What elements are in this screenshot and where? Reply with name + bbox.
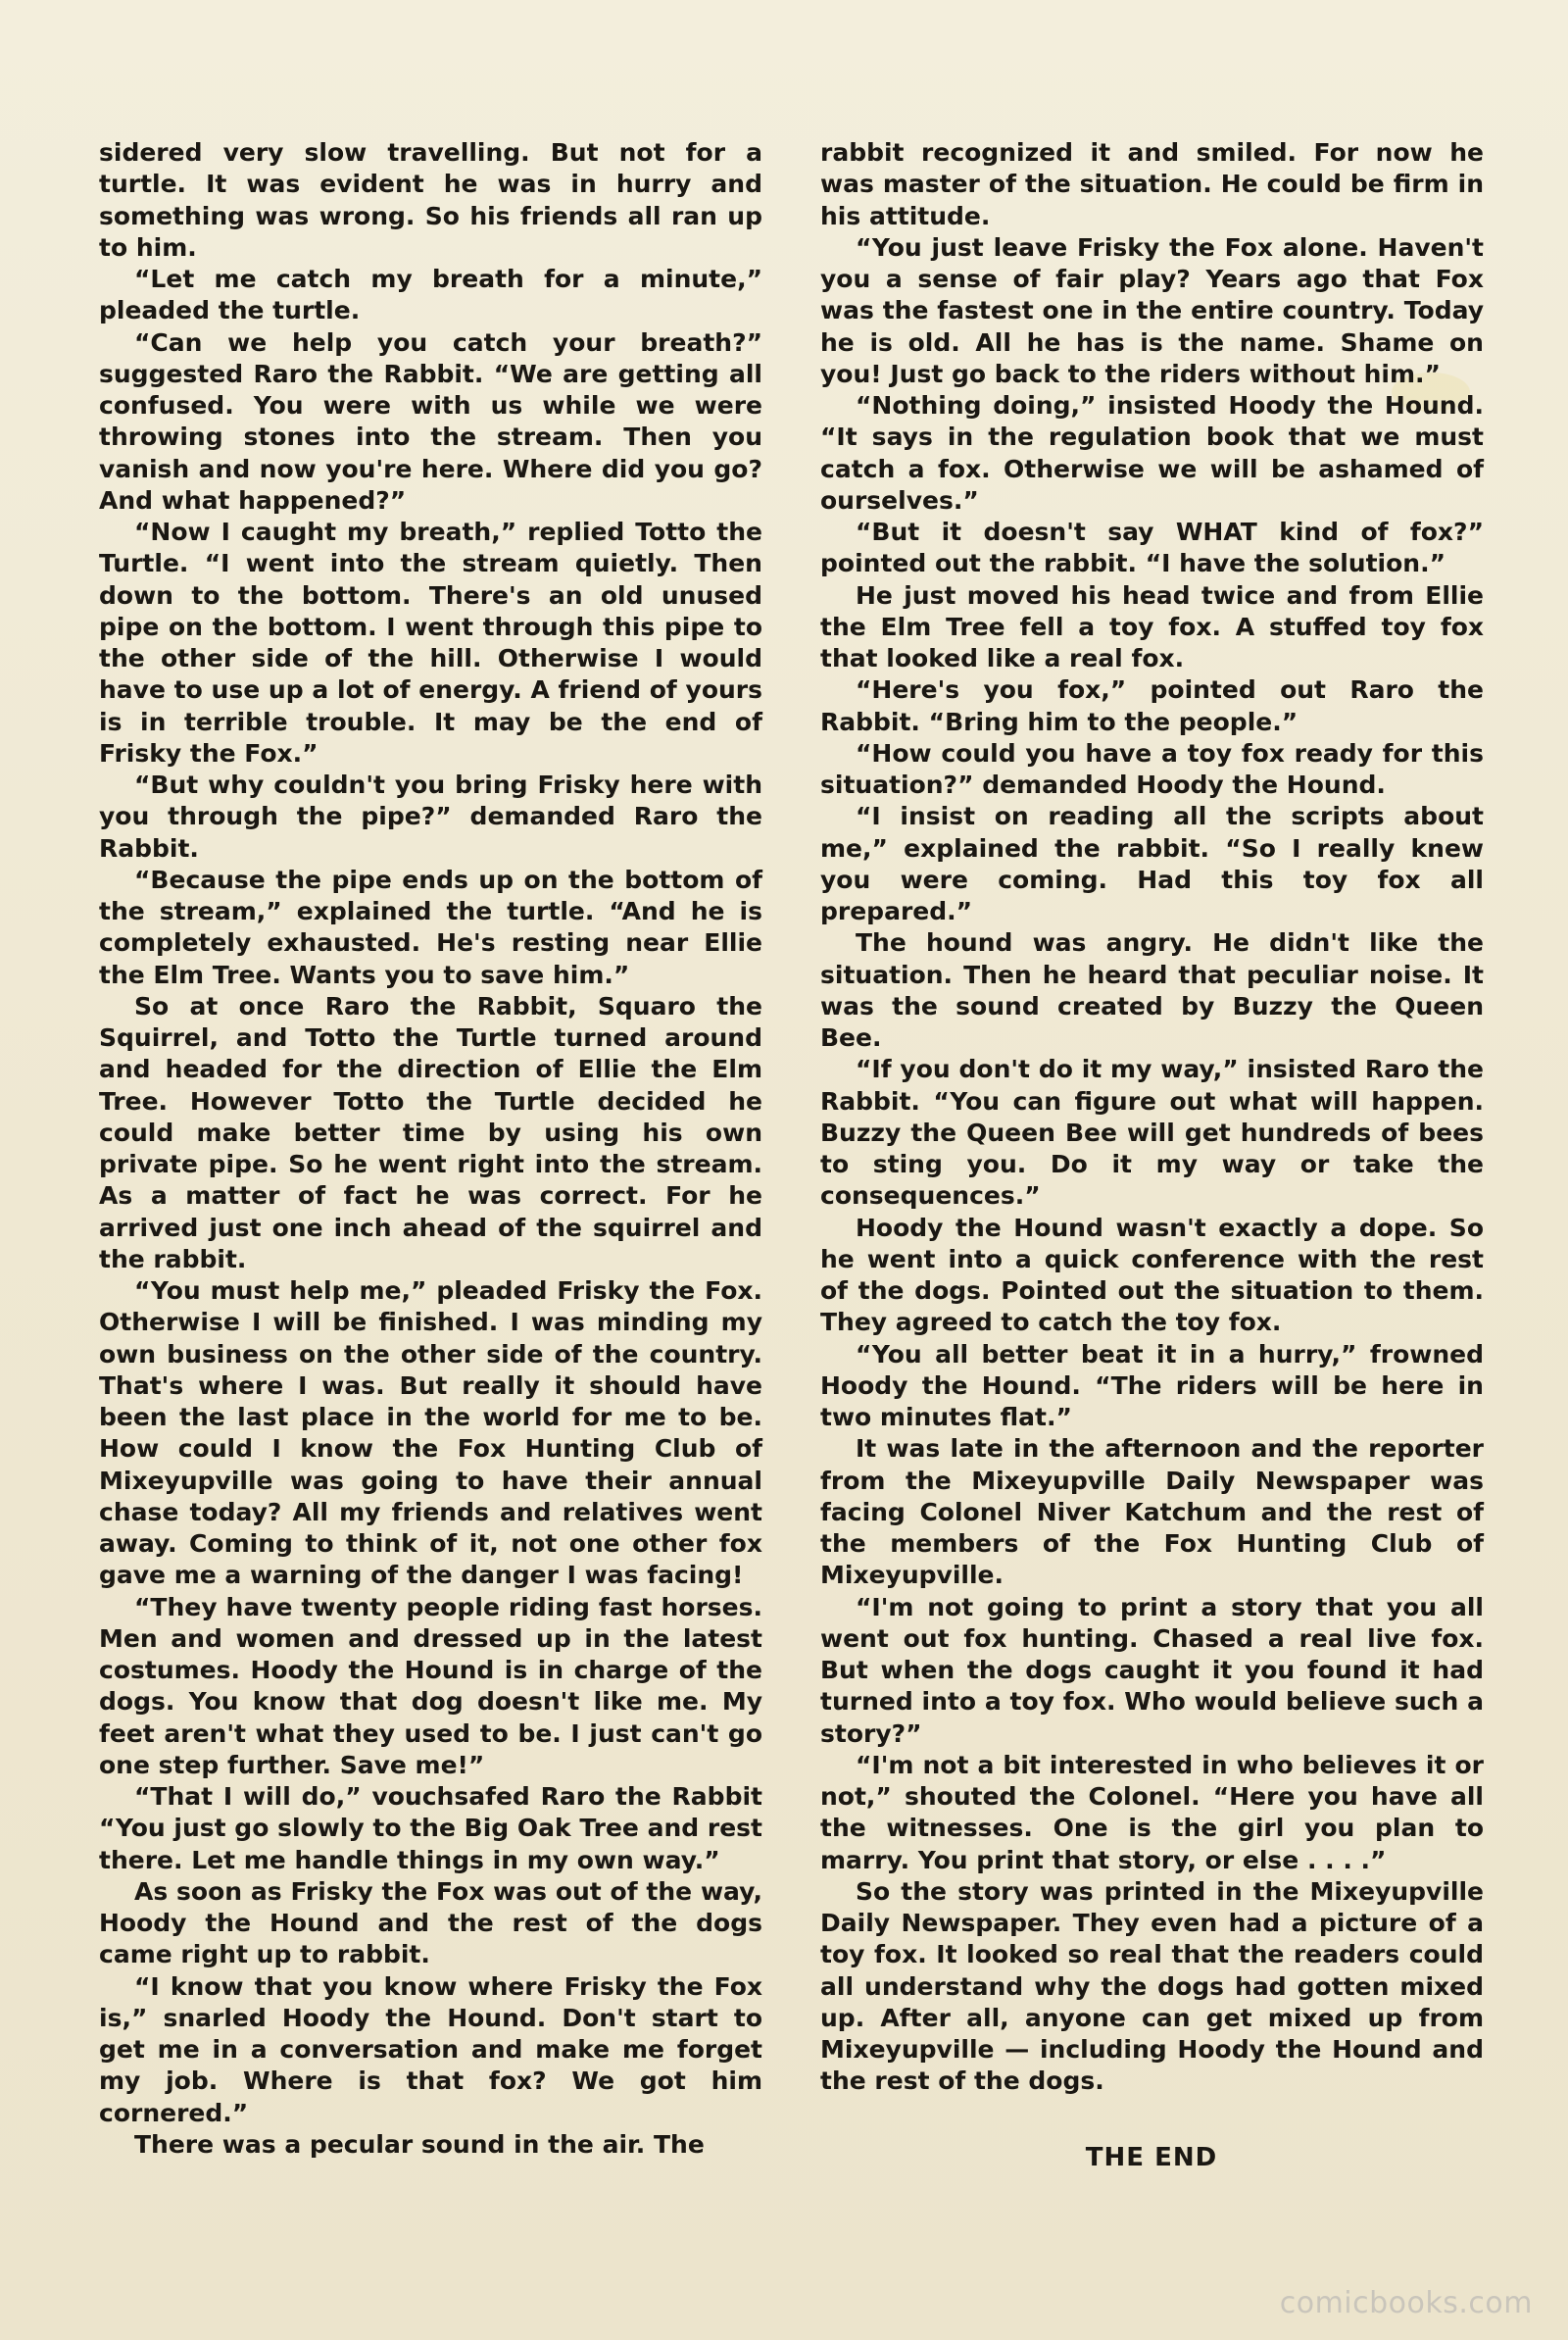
paragraph: “Because the pipe ends up on the bottom of the stream,” explained the turtle. “And he is completely exhausted. He's resting near Ellie the Elm Tree. Wants you to save him.” — [99, 865, 762, 989]
paragraph: “I'm not a bit interested in who believes it or not,” shouted the Colonel. “Here you have all the witnesses. One is the girl you plan to marry. You print that story, or else . . . .” — [820, 1750, 1484, 1874]
paragraph: “I insist on reading all the scripts about me,” explained the rabbit. “So I really knew you were coming. Had this toy fox all prepared.” — [820, 802, 1484, 925]
paragraph: “They have twenty people riding fast horses. Men and women and dressed up in the latest costumes. Hoody the Hound is in charge of the dogs. You know that dog doesn't like me. My feet aren't what they used to be. I just can't go one step further. Save me!” — [99, 1592, 762, 1779]
paragraph: “That I will do,” vouchsafed Raro the Rabbit “You just go slowly to the Big Oak Tree and rest there. Let me handle things in my own way.” — [99, 1782, 762, 1874]
paragraph: “How could you have a toy fox ready for this situation?” demanded Hoody the Hound. — [820, 738, 1484, 799]
paragraph: “But why couldn't you bring Frisky here with you through the pipe?” demanded Raro the Rabbit. — [99, 771, 762, 863]
paragraph: “But it doesn't say WHAT kind of fox?” pointed out the rabbit. “I have the solution.” — [820, 518, 1484, 578]
paragraph: He just moved his head twice and from Ellie the Elm Tree fell a toy fox. A stuffed toy fox that looked like a real fox. — [820, 580, 1484, 672]
paragraph: “You all better beat it in a hurry,” frowned Hoody the Hound. “The riders will be here in two minutes flat.” — [820, 1339, 1484, 1431]
paragraph: sidered very slow travelling. But not for a turtle. It was evident he was in hurry and something was wrong. So his friends all ran up to him. — [99, 138, 762, 262]
paragraph: As soon as Frisky the Fox was out of the way, Hoody the Hound and the rest of the dogs came right up to rabbit. — [99, 1876, 762, 1969]
site-watermark: comicbooks.com — [1279, 2286, 1533, 2320]
paragraph: “You must help me,” pleaded Frisky the Fox. Otherwise I will be finished. I was minding my own business on the other side of the country. That's where I was. But really it should have been the last place in the world for me to be. How could I know the Fox Hunting Club of Mixeyupville was going to have their annual chase today? All my friends and relatives went away. Coming to think of it, not one other fox gave me a warning of the danger I was facing! — [99, 1276, 762, 1590]
paragraph: There was a pecular sound in the air. The — [134, 2129, 705, 2159]
paragraph: “Nothing doing,” insisted Hoody the Hound. “It says in the regulation book that we must catch a fox. Otherwise we will be ashamed of ourselves.” — [820, 391, 1484, 515]
the-end-label: THE END — [1085, 2143, 1218, 2172]
paragraph: “Here's you fox,” pointed out Raro the Rabbit. “Bring him to the people.” — [820, 675, 1484, 736]
paragraph: “Can we help you catch your breath?” suggested Raro the Rabbit. “We are getting all confused. You were with us while we were throwing stones into the stream. Then you vanish and now you're here. Where did you go? And what happened?” — [99, 327, 762, 515]
paragraph: “If you don't do it my way,” insisted Raro the Rabbit. “You can figure out what will happen. Buzzy the Queen Bee will get hundreds of bees to sting you. Do it my way or take the consequences.” — [820, 1055, 1484, 1211]
paragraph: “Let me catch my breath for a minute,” pleaded the turtle. — [99, 265, 762, 325]
paragraph: The hound was angry. He didn't like the situation. Then he heard that peculiar noise. It was the sound created by Buzzy the Queen Bee. — [820, 928, 1484, 1052]
story-column-right — [820, 137, 1484, 2098]
story-column-left — [99, 137, 762, 2161]
paragraph: So at once Raro the Rabbit, Squaro the Squirrel, and Totto the Turtle turned around and headed for the direction of Ellie the Elm Tree. However Totto the Turtle decided he could make better time by using his own private pipe. So he went right into the stream. As a matter of fact he was correct. For he arrived just one inch ahead of the squirrel and the rabbit. — [99, 991, 762, 1273]
paragraph: Hoody the Hound wasn't exactly a dope. So he went into a quick conference with the rest of the dogs. Pointed out the situation to them. They agreed to catch the toy fox. — [820, 1213, 1484, 1337]
paragraph: So the story was printed in the Mixeyupville Daily Newspaper. They even had a picture of a toy fox. It looked so real that the readers could all understand why the dogs had gotten mixed up. After all, anyone can get mixed up from Mixeyupville — including Hoody the Hound and the rest of the dogs. — [820, 1876, 1484, 2096]
paragraph: “You just leave Frisky the Fox alone. Haven't you a sense of fair play? Years ago that Fox was the fastest one in the entire country. Today he is old. All he has is the name. Shame on you! Just go back to the riders without him.” — [820, 232, 1484, 388]
paragraph: “I'm not going to print a story that you all went out fox hunting. Chased a real live fox. But when the dogs caught it you found it had turned into a toy fox. Who would believe such a story?” — [820, 1592, 1484, 1748]
paragraph: “I know that you know where Frisky the Fox is,” snarled Hoody the Hound. Don't start to get me in a conversation and make me forget my job. Where is that fox? We got him cornered.” — [99, 1971, 762, 2127]
paragraph: It was late in the afternoon and the reporter from the Mixeyupville Daily Newspaper was facing Colonel Niver Katchum and the rest of the members of the Fox Hunting Club of Mixeyupville. — [820, 1434, 1484, 1590]
paragraph: rabbit recognized it and smiled. For now he was master of the situation. He could be firm in his attitude. — [820, 138, 1484, 230]
paragraph: “Now I caught my breath,” replied Totto the Turtle. “I went into the stream quietly. Then down to the bottom. There's an old unused pipe on the bottom. I went through this pipe to the other side of the hill. Otherwise I would have to use up a lot of energy. A friend of yours is in terrible trouble. It may be the end of Frisky the Fox.” — [99, 518, 762, 768]
